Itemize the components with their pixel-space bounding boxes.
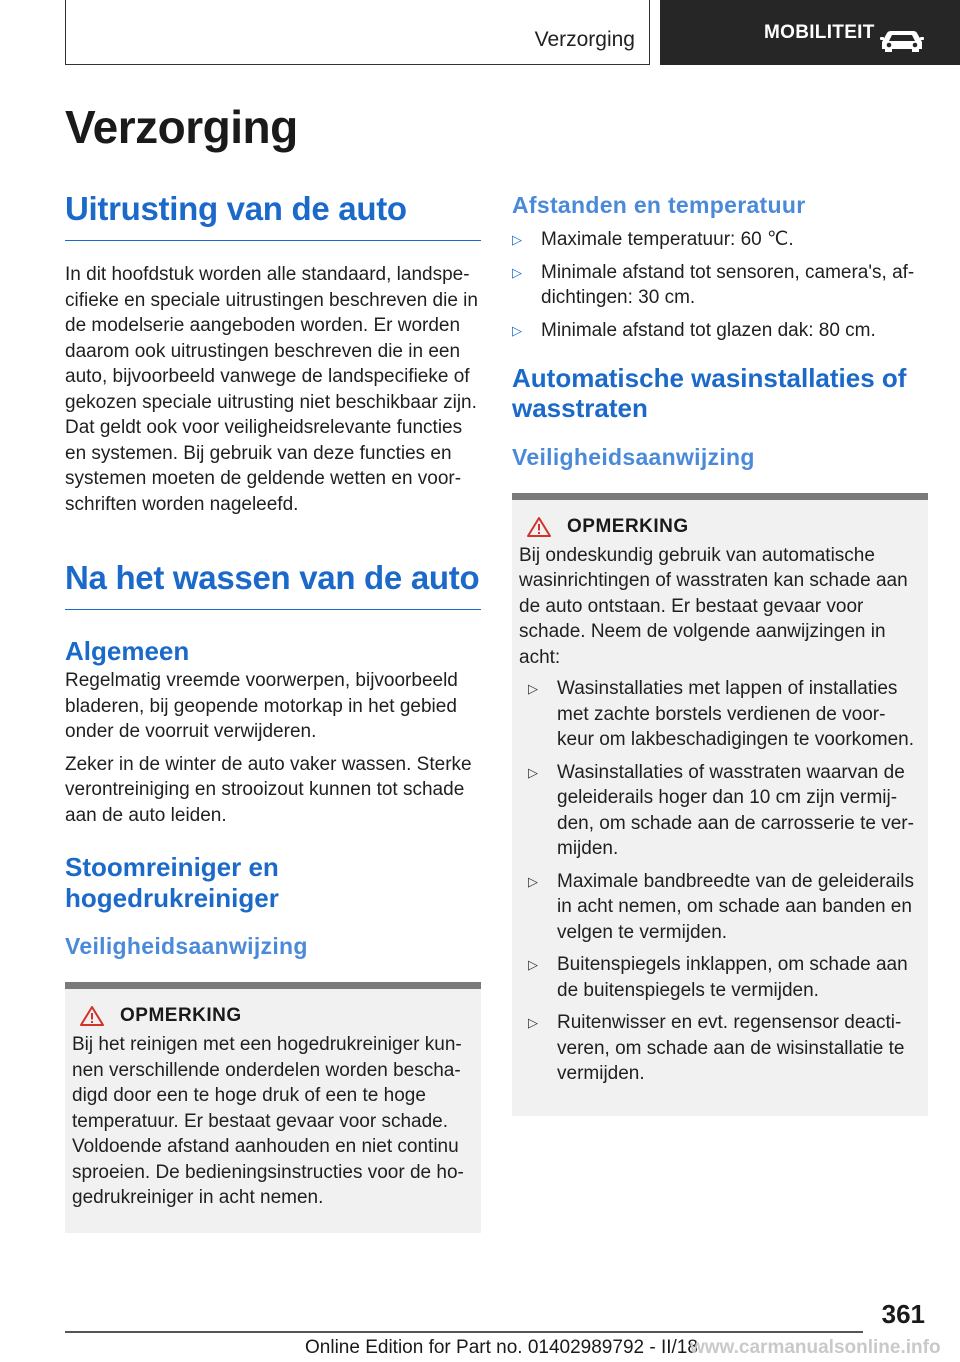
warning-icon: [79, 1005, 105, 1027]
footer-edition: Online Edition for Part no. 01402989792 - II/18: [305, 1337, 698, 1358]
heading-general: Algemeen: [65, 636, 190, 666]
heading-carwash: Automatische wasinstallaties of wasstraten: [512, 363, 907, 424]
warning-icon: [526, 516, 552, 538]
triangle-bullet-icon: ▷: [512, 232, 522, 247]
note-text: Bij het reinigen met een hogedrukreiniger kun-nen verschillende onderdelen worden bescha-digd door een te hoge druk of een te hoge temperatuur. Er bestaat gevaar voor schade. Voldoende afstand aanhouden en niet continu sproeien. De bedieningsinstructies voor de ho-gedrukreiniger in acht nemen.: [72, 1034, 464, 1209]
list-item: ▷ Buitenspiegels inklappen, om schade aan de buitenspiegels te vermijden.: [528, 952, 920, 1003]
note-title: OPMERKING: [567, 515, 689, 537]
note-box-left: [65, 982, 481, 1233]
watermark: www.carmanualsonline.info: [690, 1337, 941, 1358]
heading-after-wash: Na het wassen van de auto: [65, 559, 481, 610]
header-section-title: Verzorging: [534, 28, 635, 51]
heading-equipment: Uitrusting van de auto: [65, 190, 481, 241]
footer-divider: [65, 1331, 863, 1333]
paragraph-general-1: Regelmatig vreemde voorwerpen, bijvoorbeeld bladeren, bij geopende motorkap in het gebied onder de voorruit verwijderen.: [65, 670, 458, 743]
heading-distances: Afstanden en temperatuur: [512, 192, 806, 218]
note-title: OPMERKING: [120, 1005, 242, 1027]
list-item: ▷ Wasinstallaties of wasstraten waarvan de geleiderails hoger dan 10 cm zijn vermij-den, om schade aan de carrosserie te ver-mijden.: [528, 760, 920, 862]
carwash-advice-list: [519, 676, 920, 1087]
list-item: ▷ Maximale bandbreedte van de geleiderails in acht nemen, om schade aan banden en velgen te vermijden.: [528, 869, 920, 946]
triangle-bullet-icon: ▷: [512, 322, 522, 338]
note-header: [72, 1005, 473, 1027]
list-item: ▷ Minimale afstand tot sensoren, camera's, af-dichtingen: 30 cm.: [512, 260, 928, 311]
right-column: [512, 192, 928, 1116]
header-chapter-title: MOBILITEIT: [764, 21, 875, 43]
heading-safety-left: Veiligheidsaanwijzing: [65, 933, 308, 960]
list-item: ▷ Maximale temperatuur: 60 ℃.: [512, 227, 928, 253]
note-box-right: [512, 493, 928, 1116]
page-number: 361: [881, 1299, 925, 1329]
triangle-bullet-icon: ▷: [528, 873, 538, 889]
note-header: [519, 516, 920, 538]
paragraph-equipment: In dit hoofdstuk worden alle standaard, landspe-cifieke en speciale uitrustingen beschreven die in de modelserie aangeboden worden. Er worden daarom ook uitrustingen beschreven die in een auto, bijvoorbeeld vanwege de landspecifieke of gekozen speciale uitrusting niet beschikbaar zijn. Dat geldt ook voor veiligheidsrelevante functies en systemen. Bij gebruik van deze functies en systemen moeten de geldende wetten en voor-schriften worden nageleefd.: [65, 264, 478, 515]
page-title: Verzorging: [65, 101, 298, 153]
triangle-bullet-icon: ▷: [528, 957, 538, 973]
list-item: ▷ Minimale afstand tot glazen dak: 80 cm.: [512, 318, 928, 344]
triangle-bullet-icon: ▷: [512, 264, 522, 280]
triangle-bullet-icon: ▷: [528, 1015, 538, 1031]
distances-list: [512, 227, 928, 343]
note-text: Bij ondeskundig gebruik van automatische wasinrichtingen of wasstraten kan schade aan de auto ontstaan. Er bestaat gevaar voor schade. Neem de volgende aanwijzingen in acht:: [519, 544, 908, 668]
header-chapter-box: [660, 0, 960, 65]
triangle-bullet-icon: ▷: [528, 764, 538, 780]
triangle-bullet-icon: ▷: [528, 681, 538, 697]
left-column: [65, 190, 481, 1233]
paragraph-general-2: Zeker in de winter de auto vaker wassen. Sterke verontreiniging en strooizout kunnen tot schade aan de auto leiden.: [65, 753, 472, 826]
heading-safety-right: Veiligheidsaanwijzing: [512, 443, 755, 470]
car-icon: [878, 27, 926, 53]
list-item: ▷ Wasinstallaties met lappen of installaties met zachte borstels verdienen de voor-keur om lakbeschadigingen te voorkomen.: [528, 676, 920, 753]
heading-steam-cleaner: Stoomreiniger en hogedrukreiniger: [65, 852, 279, 913]
header-section-box: [65, 0, 650, 65]
list-item: ▷ Ruitenwisser en evt. regensensor deacti-veren, om schade aan de wisinstallatie te vermijden.: [528, 1010, 920, 1087]
